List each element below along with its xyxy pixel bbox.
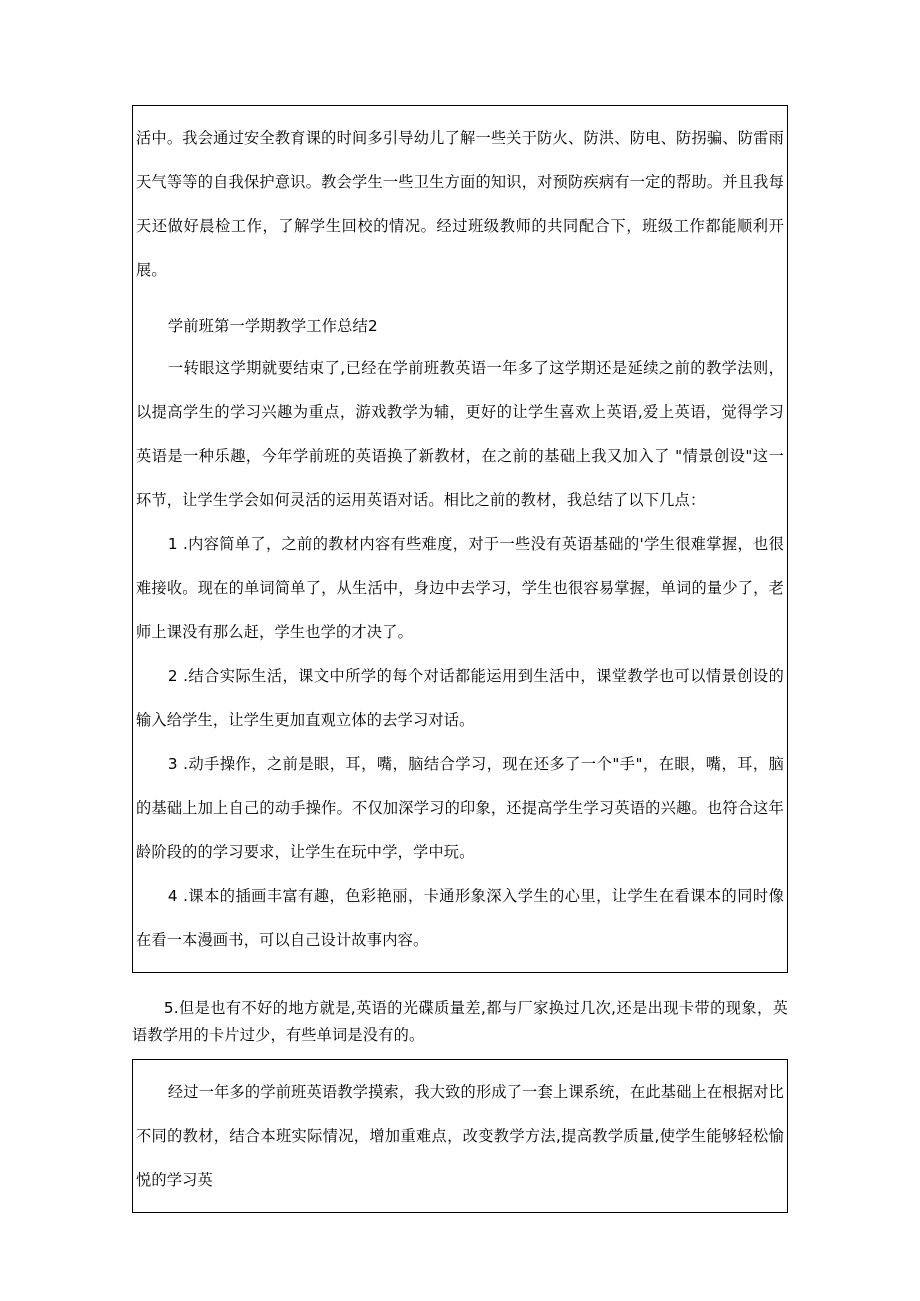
table-cell (133, 1060, 787, 1212)
list-item-4: 4 .课本的插画丰富有趣，色彩艳丽，卡通形象深入学生的心里，让学生在看课本的同时像在看一本漫画书，可以自己设计故事内容。 (136, 887, 784, 949)
list-item-3: 3 .动手操作，之前是眼，耳，嘴，脑结合学习，现在还多了一个"手"，在眼，嘴，耳，脑的基础上加上自己的动手操作。不仅加深学习的印象，还提高学生学习英语的兴趣。也符合这年龄阶段的的学习要求，让学生在玩中学，学中玩。 (136, 755, 784, 861)
table-gap-upper (132, 973, 788, 995)
paragraph-continuation-safety: 活中。我会通过安全教育课的时间多引导幼儿了解一些关于防火、防洪、防电、防拐骗、防雷雨天气等等的自我保护意识。教会学生一些卫生方面的知识，对预防疾病有一定的帮助。并且我每天还做好晨检工作，了解学生回校的情况。经过班级教师的共同配合下，班级工作都能顺利开展。 (136, 129, 784, 279)
list-item-5: 5.但是也有不好的地方就是,英语的光碟质量差,都与厂家换过几次,还是出现卡带的现象，英语教学用的卡片过少，有些单词是没有的。 (132, 999, 788, 1044)
table-gap-lower (132, 1049, 788, 1059)
list-item-1: 1 .内容简单了，之前的教材内容有些难度，对于一些没有英语基础的'学生很难掌握，也很难接收。现在的单词简单了，从生活中，身边中去学习，学生也很容易掌握，单词的量少了，老师上课没有那么赶，学生也学的才决了。 (136, 535, 784, 641)
paragraph-spacer (136, 292, 784, 306)
list-item-2: 2 .结合实际生活，课文中所学的每个对话都能运用到生活中，课堂教学也可以情景创设的输入给学生，让学生更加直观立体的去学习对话。 (136, 667, 784, 729)
content-table-upper (132, 105, 788, 973)
paragraph-conclusion: 经过一年多的学前班英语教学摸索，我大致的形成了一套上课系统，在此基础上在根据对比不同的教材，结合本班实际情况，增加重难点，改变教学方法,提高教学质量,使学生能够轻松愉悦的学习英 (136, 1083, 784, 1189)
section-heading: 学前班第一学期教学工作总结2 (167, 317, 378, 335)
paragraph-intro: 一转眼这学期就要结束了,已经在学前班教英语一年多了这学期还是延续之前的教学法则，以提高学生的学习兴趣为重点，游戏教学为辅，更好的让学生喜欢上英语,爱上英语，觉得学习英语是一种乐趣，今年学前班的英语换了新教材，在之前的基础上我又加入了 "情景创设"这一环节，让学生学会如何灵活的运用英语对话。相比之前的教材，我总结了以下几点： (136, 359, 784, 509)
table-cell (133, 106, 787, 972)
document-body-column (132, 105, 788, 1213)
content-table-lower (132, 1059, 788, 1213)
